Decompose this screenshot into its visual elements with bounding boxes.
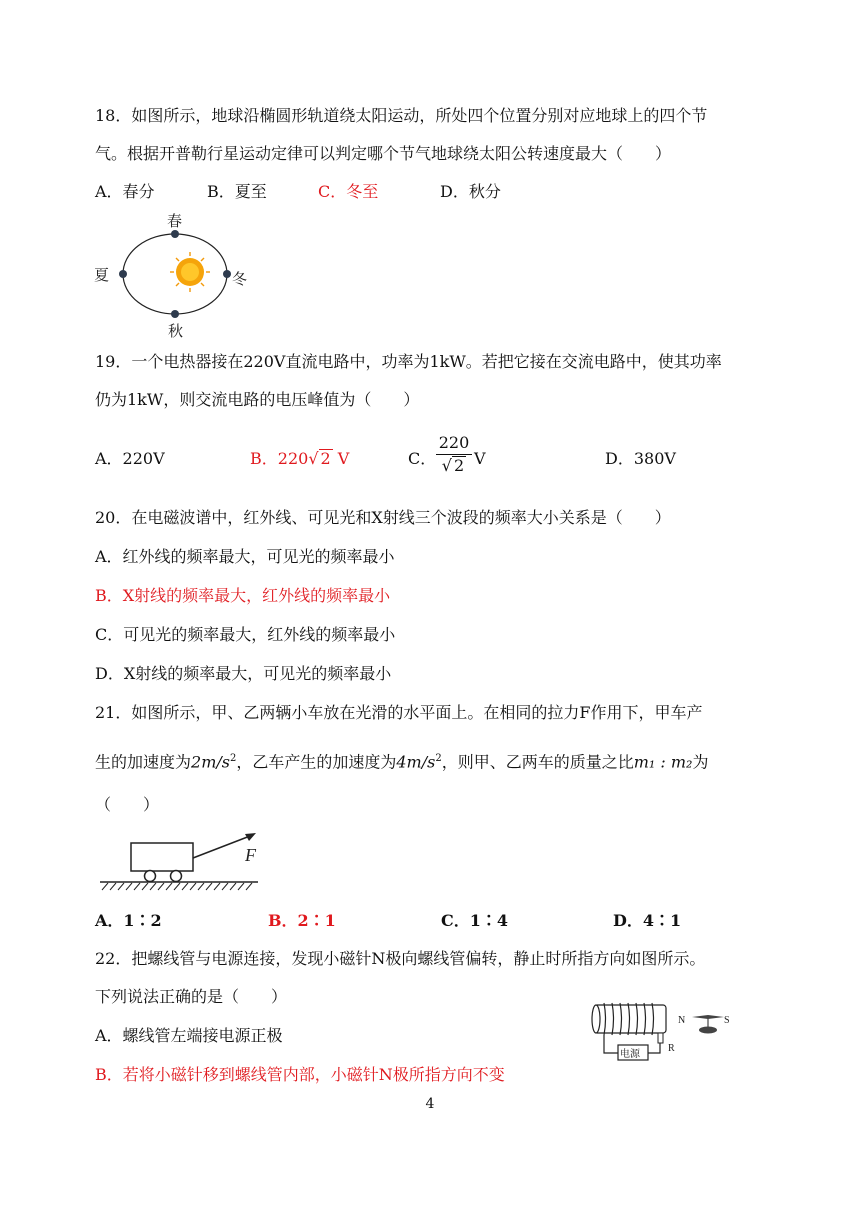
cart-diagram <box>98 828 268 892</box>
q19-option-b <box>250 447 349 471</box>
q18-option-c: C．冬至 <box>318 182 379 201</box>
earth-spring <box>171 230 179 238</box>
label-autumn: 秋 <box>168 322 184 340</box>
cart-wheel-left <box>145 871 156 882</box>
q19-option-d: D．380V <box>605 449 676 468</box>
sqrt-sign: √ <box>441 456 452 475</box>
earth-winter <box>223 270 231 278</box>
exponent: 2 <box>435 753 442 764</box>
earth-summer <box>119 270 127 278</box>
q22-stem-line1: 22．把螺线管与电源连接，发现小磁针N极向螺线管偏转，静止时所指方向如图所示。 <box>95 949 706 968</box>
sqrt-sign: √ <box>308 449 319 468</box>
q18-option-d: D．秋分 <box>440 182 501 201</box>
orbit-ellipse <box>123 234 227 314</box>
q19-option-c-fraction <box>436 432 472 477</box>
q18-stem-line1: 18．如图所示，地球沿椭圆形轨道绕太阳运动，所处四个位置分别对应地球上的四个节 <box>95 106 708 125</box>
q21-option-d: D．4∶1 <box>613 911 682 930</box>
ground-hatching <box>102 883 252 890</box>
q22-stem-line2: 下列说法正确的是（ ） <box>95 987 288 1006</box>
compass-base <box>699 1027 717 1034</box>
q18-option-b: B．夏至 <box>207 182 267 201</box>
solenoid-diagram <box>588 995 748 1065</box>
cart-body <box>131 843 193 871</box>
q22-option-a: A．螺线管左端接电源正极 <box>95 1026 283 1045</box>
q19-option-b-root: 2 <box>320 449 331 468</box>
q21-stem-line3: （ ） <box>95 795 160 814</box>
q22-option-b: B．若将小磁针移到螺线管内部，小磁针N极所指方向不变 <box>95 1065 505 1084</box>
fraction-denominator-root: 2 <box>454 456 465 475</box>
q19-option-c-prefix: C． <box>408 449 437 468</box>
q21-stem-line2 <box>95 747 708 774</box>
label-summer: 夏 <box>94 266 110 284</box>
q18-stem-line2: 气。根据开普勒行星运动定律可以判定哪个节气地球绕太阳公转速度最大（ ） <box>95 144 672 163</box>
cart-wheel-right <box>171 871 182 882</box>
q21-text-a: 生的加速度为 <box>95 752 192 772</box>
q19-option-b-prefix: B．220 <box>250 449 309 468</box>
fraction-numerator: 220 <box>436 432 472 455</box>
q21-option-c: C．1∶4 <box>441 911 509 930</box>
solenoid-end <box>592 1005 600 1033</box>
resistor <box>658 1033 663 1043</box>
q21-acc2: 4m/s <box>396 752 436 772</box>
orbit-diagram <box>90 212 260 342</box>
page-number: 4 <box>425 1096 435 1112</box>
force-arrow <box>193 836 250 858</box>
q20-option-c: C．可见光的频率最大，红外线的频率最小 <box>95 625 396 644</box>
resistor-label: R <box>668 1043 675 1054</box>
earth-autumn <box>171 310 179 318</box>
q20-option-d: D．X射线的频率最大，可见光的频率最小 <box>95 664 392 683</box>
q19-stem-line2: 仍为1kW，则交流电路的电压峰值为（ ） <box>95 390 420 409</box>
sun-icon <box>170 252 210 292</box>
q19-option-b-unit: V <box>332 449 350 468</box>
q21-stem-line1: 21．如图所示，甲、乙两辆小车放在光滑的水平面上。在相同的拉力F作用下，甲车产 <box>95 703 703 722</box>
q20-option-a: A．红外线的频率最大，可见光的频率最小 <box>95 547 395 566</box>
q21-acc1: 2m/s <box>191 752 230 772</box>
label-winter: 冬 <box>232 270 248 288</box>
south-label: S <box>724 1015 730 1026</box>
q21-text-b: ，乙车产生的加速度为 <box>236 752 397 772</box>
q21-option-a: A．1∶2 <box>95 911 162 930</box>
force-label: F <box>245 845 256 865</box>
label-spring: 春 <box>167 212 183 230</box>
q18-option-a: A．春分 <box>95 182 155 201</box>
power-label: 电源 <box>620 1049 640 1060</box>
q21-option-b: B．2∶1 <box>268 911 336 930</box>
q19-option-a: A．220V <box>95 449 165 468</box>
q21-text-d: 为 <box>692 752 709 772</box>
q19-option-c-unit: V <box>474 449 486 468</box>
q21-text-c: ，则甲、乙两车的质量之比 <box>441 752 634 772</box>
q21-ratio: m₁ : m₂ <box>633 752 693 772</box>
fraction-denominator <box>436 455 472 477</box>
circuit-wire <box>604 1035 618 1053</box>
q20-option-b: B．X射线的频率最大，红外线的频率最小 <box>95 586 391 605</box>
north-label: N <box>678 1015 686 1026</box>
q19-stem-line1: 19．一个电热器接在220V直流电路中，功率为1kW。若把它接在交流电路中，使其功率 <box>95 352 722 371</box>
q20-stem: 20．在电磁波谱中，红外线、可见光和X射线三个波段的频率大小关系是（ ） <box>95 508 671 527</box>
exponent: 2 <box>229 753 237 764</box>
